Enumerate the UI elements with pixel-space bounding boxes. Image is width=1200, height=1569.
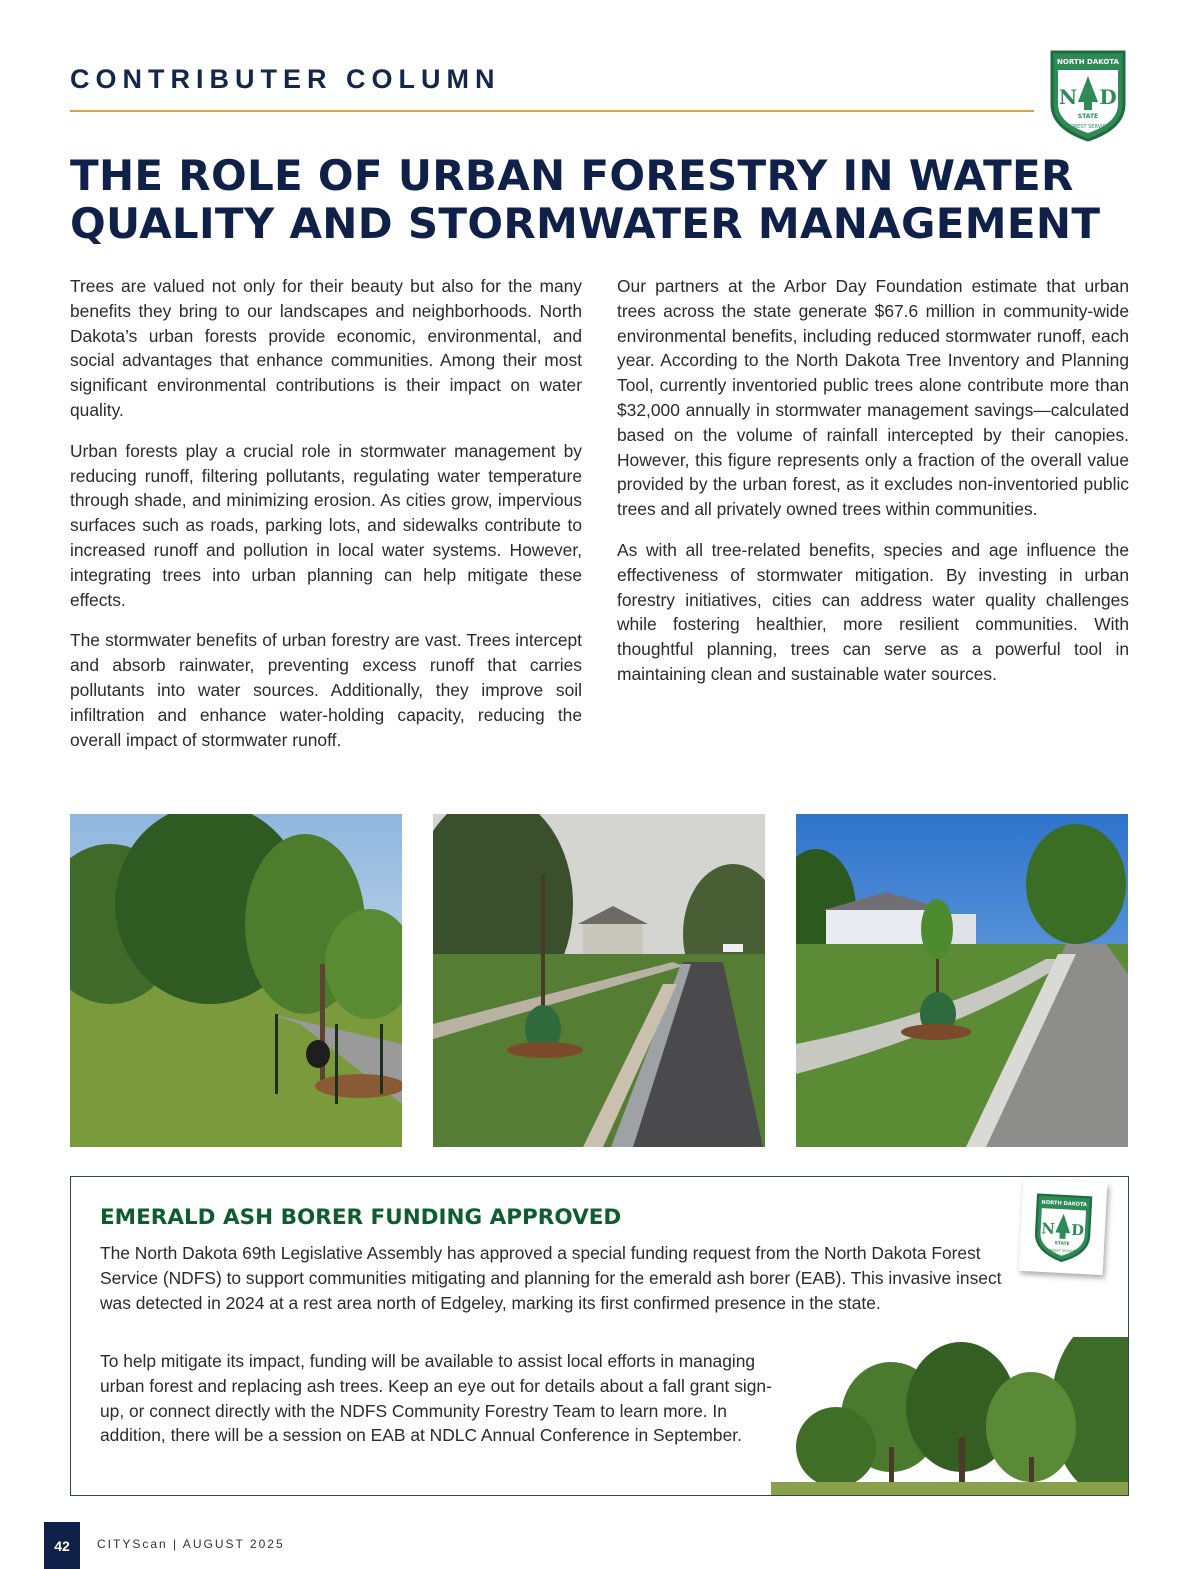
logo-bottom-text: FOREST SERVICE [1066, 124, 1110, 130]
logo-letter-n: N [1058, 85, 1078, 109]
page-number: 42 [44, 1522, 80, 1569]
photo-young-tree-staked [70, 814, 402, 1147]
photo-street-gutter-trees [433, 814, 765, 1147]
article-paragraph: Trees are valued not only for their beauty but also for the many benefits they bring to our landscapes and neighborhoods. North Dakota’s urban forests provide economic, environmental, and social advantages that enhance communities. Among their most significant environmental contributions is their impact on water quality. [70, 276, 582, 420]
ndfs-badge [1019, 1179, 1108, 1275]
article-column-right [617, 274, 1129, 703]
publication-footer: CITYScan | AUGUST 2025 [97, 1537, 285, 1551]
eab-funding-callout [70, 1176, 1129, 1496]
article-column-left [70, 274, 582, 768]
badge-letter-d: D [1070, 1221, 1085, 1240]
article-paragraph: As with all tree-related benefits, species and age influence the effectiveness of stormwater mitigation. By investing in urban forestry initiatives, cities can address water quality challenges while fostering healthier, more resilient communities. With thoughtful planning, trees can serve as a powerful tool in maintaining clean and sustainable water sources. [617, 539, 1129, 684]
badge-letter-n: N [1040, 1220, 1056, 1238]
tree-grove-illustration [771, 1337, 1128, 1495]
article-paragraph: The stormwater benefits of urban forestry are vast. Trees intercept and absorb rainwater, preventing excess runoff that carries pollutants into water sources. Additionally, they improve soil infiltration and enhance water-holding capacity, reducing the overall impact of stormwater runoff. [70, 630, 582, 750]
headline-line-2: QUALITY AND STORMWATER MANAGEMENT [70, 199, 1101, 248]
article-paragraph: Urban forests play a crucial role in stormwater management by reducing runoff, filtering pollutants, regulating water temperature through shade, and minimizing erosion. As cities grow, impervious surfaces such as roads, parking lots, and sidewalks contribute to increased runoff and pollution in local water systems. However, integrating trees into urban planning can help mitigate these effects. [70, 440, 582, 610]
article-headline [70, 152, 1150, 248]
logo-top-text: NORTH DAKOTA [1057, 58, 1119, 66]
callout-paragraph: To help mitigate its impact, funding will be available to assist local efforts in managing urban forest and replacing ash trees. Keep an eye out for details about a fall grant sign-up, or connect directly with the NDFS Community Forestry Team to learn more. In addition, there will be a session on EAB at NDLC Annual Conference in September. [100, 1351, 772, 1446]
logo-state-text: STATE [1077, 113, 1099, 120]
badge-bottom-text: FOREST SERVICE [1046, 1248, 1078, 1254]
badge-state-text: STATE [1054, 1241, 1070, 1248]
ndfs-logo [1046, 46, 1130, 142]
header-rule [70, 110, 1034, 112]
badge-top-text: NORTH DAKOTA [1041, 1199, 1088, 1209]
callout-title: EMERALD ASH BORER FUNDING APPROVED [100, 1205, 622, 1230]
logo-letter-d: D [1099, 85, 1117, 109]
headline-line-1: THE ROLE OF URBAN FORESTRY IN WATER [70, 151, 1074, 200]
callout-paragraph: The North Dakota 69th Legislative Assembly has approved a special funding request from the North Dakota Forest Service (NDFS) to support communities mitigating and planning for the emerald ash borer (EAB). This invasive insect was detected in 2024 at a rest area north of Edgeley, marking its first confirmed presence in the state. [100, 1243, 1002, 1313]
section-label: CONTRIBUTER COLUMN [70, 64, 501, 94]
photo-house-sidewalk-trees [796, 814, 1128, 1147]
article-paragraph: Our partners at the Arbor Day Foundation estimate that urban trees across the state generate $67.6 million in community-wide environmental benefits, including reduced stormwater runoff, each year. According to the North Dakota Tree Inventory and Planning Tool, currently inventoried public trees alone contribute more than $32,000 annually in stormwater management savings—calculated based on the volume of rainfall intercepted by their canopies. However, this figure represents only a fraction of the overall value provided by the urban forest, as it excludes non-inventoried public trees and all privately owned trees within communities. [617, 276, 1129, 520]
